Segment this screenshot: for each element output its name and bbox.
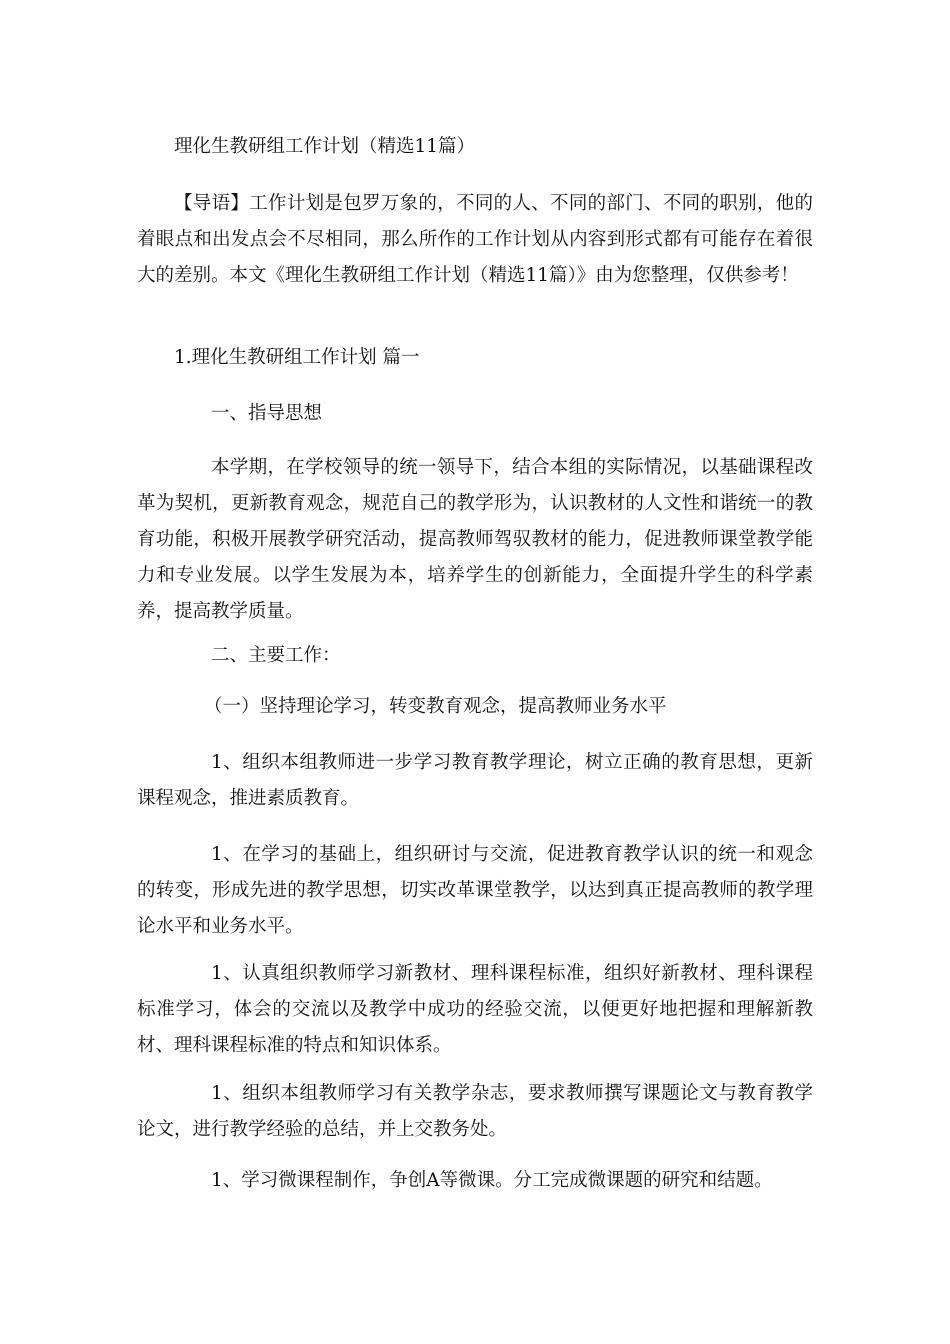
list-item: 1、认真组织教师学习新教材、理科课程标准，组织好新教材、理科课程标准学习，体会的交流以及教学中成功的经验交流，以便更好地把握和理解新教材、理科课程标准的特点和知识体系。 (137, 963, 813, 1056)
subheading-theory-study: （一）坚持理论学习，转变教育观念，提高教师业务水平 (204, 696, 667, 717)
heading-main-work: 二、主要工作： (211, 645, 341, 666)
paragraph-guiding-thought: 本学期，在学校领导的统一领导下，结合本组的实际情况，以基础课程改革为契机，更新教育观念，规范自己的教学形为，认识教材的人文性和谐统一的教育功能，积极开展教学研究活动，提高教师驾驭教材的能力，促进教师课堂教学能力和专业发展。以学生发展为本，培养学生的创新能力，全面提升学生的科学素养，提高教学质量。 (137, 457, 813, 622)
document-title: 理化生教研组工作计划（精选11篇） (174, 136, 476, 157)
list-item: 1、组织本组教师学习有关教学杂志，要求教师撰写课题论文与教育教学论文，进行教学经验的总结，并上交教务处。 (137, 1083, 813, 1140)
list-item: 1、学习微课程制作，争创A等微课。分工完成微课题的研究和结题。 (211, 1170, 773, 1191)
heading-guiding-thought: 一、指导思想 (211, 403, 323, 424)
intro-paragraph: 【导语】工作计划是包罗万象的，不同的人、不同的部门、不同的职别，他的着眼点和出发点会不尽相同，那么所作的工作计划从内容到形式都有可能存在着很大的差别。本文《理化生教研组工作计划（精选11篇）》由为您整理，仅供参考！ (137, 193, 813, 286)
list-item: 1、在学习的基础上，组织研讨与交流，促进教育教学认识的统一和观念的转变，形成先进的教学思想，切实改革课堂教学，以达到真正提高教师的教学理论水平和业务水平。 (137, 844, 813, 937)
section-heading: 1.理化生教研组工作计划 篇一 (174, 347, 420, 368)
list-item: 1、组织本组教师进一步学习教育教学理论，树立正确的教育思想，更新课程观念，推进素质教育。 (137, 752, 813, 809)
